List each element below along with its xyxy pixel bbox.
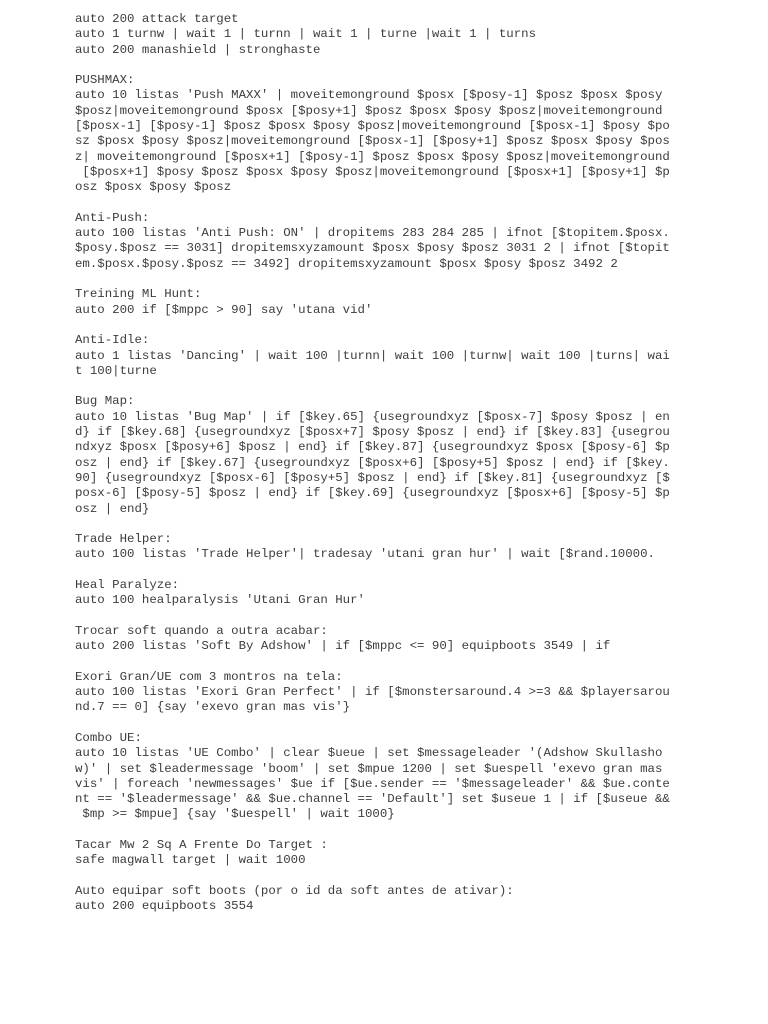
blank-line <box>75 869 675 884</box>
text-line: posx-6] [$posy-5] $posz | end} if [$key.69] {usegroundxyz [$posx+6] [$posy-5] $p <box>75 486 670 501</box>
text-line: nd.7 == 0] {say 'exevo gran mas vis'} <box>75 700 351 715</box>
text-line: PUSHMAX: <box>75 73 135 88</box>
text-line: 90] {usegroundxyz [$posx-6] [$posy+5] $posz | end} if [$key.81] {usegroundxyz [$ <box>75 470 670 485</box>
blank-line <box>75 318 675 333</box>
blank-line <box>75 196 675 211</box>
text-line: t 100|turne <box>75 363 157 378</box>
text-line: Tacar Mw 2 Sq A Frente Do Target : <box>75 838 328 853</box>
text-line: auto 10 listas 'UE Combo' | clear $ueue | set $messageleader '(Adshow Skullasho <box>75 746 663 761</box>
text-line: auto 200 if [$mppc > 90] say 'utana vid' <box>75 302 373 317</box>
blank-line <box>75 517 675 532</box>
blank-line <box>75 563 675 578</box>
text-line: $posz|moveitemonground $posx [$posy+1] $posz $posx $posy $posz|moveitemonground <box>75 103 663 118</box>
text-line: safe magwall target | wait 1000 <box>75 853 306 868</box>
text-line: auto 1 listas 'Dancing' | wait 100 |turnn| wait 100 |turnw| wait 100 |turns| wai <box>75 348 670 363</box>
text-line: Auto equipar soft boots (por o id da soft antes de ativar): <box>75 883 514 898</box>
text-line: auto 1 turnw | wait 1 | turnn | wait 1 | turne |wait 1 | turns <box>75 27 537 42</box>
script-document <box>75 12 675 915</box>
text-line: $posy.$posz == 3031] dropitemsxyzamount $posx $posy $posz 3031 2 | ifnot [$topit <box>75 241 670 256</box>
text-line: Combo UE: <box>75 730 142 745</box>
text-line: Heal Paralyze: <box>75 577 180 592</box>
text-line: Bug Map: <box>75 394 135 409</box>
text-line: osz | end} if [$key.67] {usegroundxyz [$posx+6] [$posy+5] $posz | end} if [$key. <box>75 455 670 470</box>
text-line: auto 100 healparalysis 'Utani Gran Hur' <box>75 593 365 608</box>
text-line: d} if [$key.68] {usegroundxyz [$posx+7] $posy $posz | end} if [$key.83] {usegrou <box>75 425 670 440</box>
text-line: Anti-Idle: <box>75 333 150 348</box>
text-line: ndxyz $posx [$posy+6] $posz | end} if [$key.87] {usegroundxyz $posx [$posy-6] $p <box>75 440 670 455</box>
blank-line <box>75 823 675 838</box>
text-line: Treining ML Hunt: <box>75 287 202 302</box>
text-line: vis' | foreach 'newmessages' $ue if [$ue.sender == '$messageleader' && $ue.conte <box>75 776 670 791</box>
text-line: z| moveitemonground [$posx+1] [$posy-1] $posz $posx $posy $posz|moveitemonground <box>75 149 670 164</box>
text-line: w)' | set $leadermessage 'boom' | set $mpue 1200 | set $uespell 'exevo gran mas <box>75 761 663 776</box>
text-line: auto 100 listas 'Anti Push: ON' | dropitems 283 284 285 | ifnot [$topitem.$posx. <box>75 226 670 241</box>
blank-line <box>75 272 675 287</box>
blank-line <box>75 609 675 624</box>
text-line: [$posx-1] [$posy-1] $posz $posx $posy $posz|moveitemonground [$posx-1] $posy $po <box>75 119 670 134</box>
text-line: [$posx+1] $posy $posz $posx $posy $posz|moveitemonground [$posx+1] [$posy+1] $p <box>75 164 670 179</box>
blank-line <box>75 379 675 394</box>
text-line: auto 200 listas 'Soft By Adshow' | if [$mppc <= 90] equipboots 3549 | if <box>75 639 611 654</box>
blank-line <box>75 654 675 669</box>
text-line: sz $posx $posy $posz|moveitemonground [$posx-1] [$posy+1] $posz $posx $posy $pos <box>75 134 670 149</box>
text-line: auto 100 listas 'Trade Helper'| tradesay 'utani gran hur' | wait [$rand.10000. <box>75 547 655 562</box>
blank-line <box>75 58 675 73</box>
text-line: Trocar soft quando a outra acabar: <box>75 623 328 638</box>
text-line: Exori Gran/UE com 3 montros na tela: <box>75 669 343 684</box>
text-line: auto 10 listas 'Bug Map' | if [$key.65] {usegroundxyz [$posx-7] $posy $posz | en <box>75 409 670 424</box>
blank-line <box>75 716 675 731</box>
text-line: auto 10 listas 'Push MAXX' | moveitemonground $posx [$posy-1] $posz $posx $posy <box>75 88 663 103</box>
text-line: auto 100 listas 'Exori Gran Perfect' | if [$monstersaround.4 >=3 && $playersarou <box>75 685 670 700</box>
text-line: Anti-Push: <box>75 210 150 225</box>
text-line: osz $posx $posy $posz <box>75 180 232 195</box>
text-line: $mp >= $mpue] {say '$uespell' | wait 1000} <box>75 807 395 822</box>
text-line: nt == '$leadermessage' && $ue.channel == 'Default'] set $useue 1 | if [$useue && <box>75 792 670 807</box>
text-line: osz | end} <box>75 501 150 516</box>
text-line: em.$posx.$posy.$posz == 3492] dropitemsxyzamount $posx $posy $posz 3492 2 <box>75 256 618 271</box>
text-line: auto 200 attack target <box>75 12 239 26</box>
text-line: auto 200 equipboots 3554 <box>75 899 254 914</box>
text-line: Trade Helper: <box>75 532 172 547</box>
text-line: auto 200 manashield | stronghaste <box>75 42 321 57</box>
